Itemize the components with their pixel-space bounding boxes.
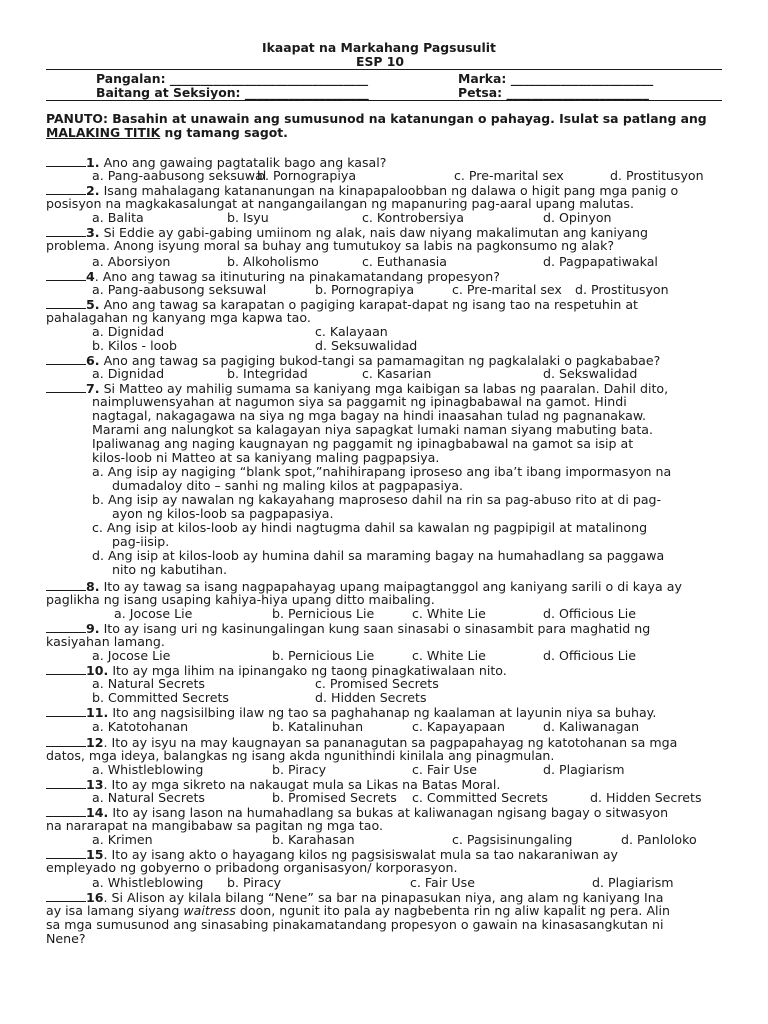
question-6: 6. Ano ang tawag sa pagiging bukod-tangi sa pamamagitan ng pagkalalaki o pagkababae?	[46, 353, 660, 368]
choice-c: c. Ang isip at kilos-loob ay hindi nagtugma dahil sa kawalan ng pagpipigil at matalinong	[92, 520, 648, 535]
choice-c: c. Fair Use	[412, 762, 477, 777]
question-1: 1. Ano ang gawaing pagtatalik bago ang kasal?	[46, 155, 386, 170]
question-7-line-5: Ipaliwanag ang naging kaugnayan ng paggamit ng ipinagbabawal na gamot sa isip at	[92, 436, 634, 451]
question-3-cont: problema. Anong isyung moral sa buhay ang tumutukoy sa labis na pagkonsumo ng alak?	[46, 238, 615, 253]
choice-d-cont: nito ng kabutihan.	[112, 562, 227, 577]
answer-blank[interactable]	[46, 890, 86, 902]
answer-blank[interactable]	[46, 183, 86, 195]
choice-a: a. Ang isip ay nagiging “blank spot,”nahihirapang iproseso ang iba’t ibang impormasyon na	[92, 464, 672, 479]
choice-d: d. Hidden Secrets	[315, 690, 427, 705]
choice-d: d. Sekswalidad	[543, 366, 638, 381]
choice-b: b. Alkoholismo	[227, 254, 319, 269]
choice-a: a. Krimen	[92, 832, 153, 847]
question-14: 14. Ito ay isang lason na humahadlang sa bukas at kaliwanagan ngisang bagay o sitwasyon	[46, 805, 668, 820]
choice-b: b. Piracy	[272, 762, 327, 777]
name-label: Pangalan:	[96, 71, 166, 86]
exam-title: Ikaapat na Markahang Pagsusulit	[262, 40, 496, 55]
choice-c-cont: pag-iisip.	[112, 534, 170, 549]
choice-a: a. Pang-aabusong seksuwal	[92, 282, 267, 297]
choice-d: d. Ang isip at kilos-loob ay humina dahil sa maraming bagay na humahadlang sa paggawa	[92, 548, 665, 563]
choice-d: d. Plagiarism	[543, 762, 625, 777]
instructions-emphasis: MALAKING TITIK	[46, 125, 161, 140]
question-5: 5. Ano ang tawag sa karapatan o pagiging karapat-dapat ng isang tao na respetuhin at	[46, 297, 638, 312]
exam-subject: ESP 10	[356, 54, 405, 69]
header-rule	[46, 69, 722, 70]
choice-c: c. White Lie	[412, 606, 486, 621]
choice-c: c. Promised Secrets	[315, 676, 439, 691]
answer-blank[interactable]	[46, 297, 86, 309]
question-9: 9. Ito ay isang uri ng kasinungalingan kung saan sinasabi o sinasambit para maghatid ng	[46, 621, 650, 636]
choice-a: a. Jocose Lie	[114, 606, 193, 621]
instructions-line-2: MALAKING TITIK ng tamang sagot.	[46, 125, 288, 140]
answer-blank[interactable]	[46, 155, 86, 167]
question-10: 10. Ito ay mga lihim na ipinangako ng taong pinagkatiwalaan nito.	[46, 663, 507, 678]
question-12-cont: datos, mga ideya, balangkas ng isang akda ngunithindi kinilala ang pinagmulan.	[46, 748, 555, 763]
section-line[interactable]: ____________________	[244, 85, 369, 100]
choice-c: c. Pre-marital sex	[452, 282, 562, 297]
choice-a: a. Dignidad	[92, 366, 165, 381]
choice-c: c. Euthanasia	[362, 254, 447, 269]
choice-a: a. Pang-aabusong seksuwal	[92, 168, 267, 183]
question-16: 16. Si Alison ay kilala bilang “Nene” sa bar na pinapasukan niya, ang alam ng kaniyang Ina	[46, 890, 663, 905]
choice-d: d. Seksuwalidad	[315, 338, 418, 353]
date-line[interactable]: _______________________	[506, 85, 649, 100]
choice-b: b. Pernicious Lie	[272, 606, 375, 621]
choice-a: a. Jocose Lie	[92, 648, 171, 663]
question-3: 3. Si Eddie ay gabi-gabing umiinom ng alak, nais daw niyang makalimutan ang kaniyang	[46, 225, 648, 240]
answer-blank[interactable]	[46, 621, 86, 633]
choice-d: d. Opinyon	[543, 210, 612, 225]
question-2-cont: posisyon na magkakasalungat at nangangailangan ng mapanuring pag-aaral upang malutas.	[46, 196, 634, 211]
choice-c: c. Fair Use	[410, 875, 475, 890]
choice-a: a. Balita	[92, 210, 144, 225]
question-7-line-2: naimpluwensyahan at nagumon siya sa paggamit ng ipinagbabawal na gamot. Hindi	[92, 394, 627, 409]
choice-b-cont: ayon ng kilos-loob sa pagpapasiya.	[112, 506, 334, 521]
choice-b: b. Karahasan	[272, 832, 355, 847]
answer-blank[interactable]	[46, 579, 86, 591]
choice-a: a. Whistleblowing	[92, 875, 204, 890]
choice-b: b. Promised Secrets	[272, 790, 397, 805]
choice-c: c. Kontrobersiya	[362, 210, 464, 225]
answer-blank[interactable]	[46, 805, 86, 817]
answer-blank[interactable]	[46, 381, 86, 393]
answer-blank[interactable]	[46, 225, 86, 237]
header-rule-bottom	[46, 100, 722, 101]
answer-blank[interactable]	[46, 777, 86, 789]
question-15: 15. Ito ay isang akto o hayagang kilos ng pagsisiswalat mula sa tao nakaraniwan ay	[46, 847, 618, 862]
choice-b: b. Pornograpiya	[257, 168, 357, 183]
choice-a: a. Aborsiyon	[92, 254, 171, 269]
choice-d: d. Panloloko	[621, 832, 697, 847]
choice-d: d. Kaliwanagan	[543, 719, 640, 734]
answer-blank[interactable]	[46, 735, 86, 747]
choice-b: b. Kilos - loob	[92, 338, 177, 353]
question-13: 13. Ito ay mga sikreto na nakaugat mula sa Likas na Batas Moral.	[46, 777, 500, 792]
choice-d: d. Officious Lie	[543, 606, 637, 621]
question-5-cont: pahalagahan ng kanyang mga kapwa tao.	[46, 310, 311, 325]
section-field[interactable]	[96, 86, 369, 100]
question-12: 12. Ito ay isyu na may kaugnayan sa pananagutan sa pagpapahayag ng katotohanan sa mga	[46, 735, 677, 750]
choice-b: b. Piracy	[227, 875, 282, 890]
choice-b: b. Isyu	[227, 210, 269, 225]
name-line[interactable]: ________________________________	[169, 71, 369, 86]
question-14-cont: na nararapat na mangibabaw sa pagitan ng mga tao.	[46, 818, 383, 833]
choice-d: d. Prostitusyon	[575, 282, 669, 297]
question-7-line-3: nagtagal, nakagagawa na siya ng mga bagay na hindi inaasahan tulad ng pagnanakaw.	[92, 408, 646, 423]
question-9-cont: kasiyahan lamang.	[46, 634, 165, 649]
choice-b: b. Pernicious Lie	[272, 648, 375, 663]
question-16-line-2: ay isa lamang siyang waitress doon, ngunit ito pala ay nagbebenta rin ng aliw kapalit ng pera. Alin	[46, 903, 671, 918]
choice-d: d. Hidden Secrets	[590, 790, 702, 805]
question-7-line-6: kilos-loob ni Matteo at sa kaniyang maling pagpapsiya.	[92, 450, 440, 465]
answer-blank[interactable]	[46, 847, 86, 859]
answer-blank[interactable]	[46, 353, 86, 365]
choice-d: d. Prostitusyon	[610, 168, 704, 183]
choice-c: c. Pagsisinungaling	[452, 832, 573, 847]
score-line[interactable]: _______________________	[510, 71, 654, 86]
score-label: Marka:	[458, 71, 507, 86]
question-8: 8. Ito ay tawag sa isang nagpapahayag upang maipagtanggol ang kaniyang sarili o di kaya ay	[46, 579, 682, 594]
choice-c: c. Kapayapaan	[412, 719, 505, 734]
question-7: 7. Si Matteo ay mahilig sumama sa kaniyang mga kaibigan sa labas ng paaralan. Dahil dito,	[46, 381, 668, 396]
choice-a: a. Natural Secrets	[92, 676, 205, 691]
choice-b: b. Integridad	[227, 366, 308, 381]
question-16-line-4: Nene?	[46, 931, 86, 946]
question-16-line-3: sa mga sumusunod ang sinasabing pinakamatandang propesyon o gawain na kinasasangkutan ni	[46, 917, 664, 932]
answer-blank[interactable]	[46, 269, 86, 281]
choice-c: c. Committed Secrets	[412, 790, 548, 805]
question-2: 2. Isang mahalagang katananungan na kinapapaloobban ng dalawa o higit pang mga panig o	[46, 183, 678, 198]
choice-a: a. Dignidad	[92, 324, 165, 339]
question-4: 4. Ano ang tawag sa itinuturing na pinakamatandang propesyon?	[46, 269, 500, 284]
section-label: Baitang at Seksiyon:	[96, 85, 241, 100]
choice-c: c. Kasarian	[362, 366, 432, 381]
name-field[interactable]	[96, 72, 368, 86]
choice-c: c. Pre-marital sex	[454, 168, 564, 183]
choice-d: d. Pagpapatiwakal	[543, 254, 658, 269]
choice-c: c. White Lie	[412, 648, 486, 663]
score-field[interactable]	[458, 72, 653, 86]
choice-a: a. Katotohanan	[92, 719, 189, 734]
choice-a: a. Natural Secrets	[92, 790, 205, 805]
choice-d: d. Officious Lie	[543, 648, 637, 663]
choice-c: c. Kalayaan	[315, 324, 388, 339]
question-7-line-4: Marami ang nalungkot sa kalagayan niya sapagkat lumaki naman siyang mabuting bata.	[92, 422, 653, 437]
instructions-line-1: PANUTO: Basahin at unawain ang sumusunod na katanungan o pahayag. Isulat sa patlang ang	[46, 111, 707, 126]
date-label: Petsa:	[458, 85, 503, 100]
choice-a-cont: dumadaloy dito – sanhi ng maling kilos at pagpapasiya.	[112, 478, 464, 493]
answer-blank[interactable]	[46, 705, 86, 717]
choice-b: b. Katalinuhan	[272, 719, 364, 734]
choice-b: b. Pornograpiya	[315, 282, 415, 297]
choice-d: d. Plagiarism	[592, 875, 674, 890]
date-field[interactable]	[458, 86, 649, 100]
choice-b: b. Ang isip ay nawalan ng kakayahang maproseso dahil na rin sa pag-abuso rito at di pag-	[92, 492, 662, 507]
choice-b: b. Committed Secrets	[92, 690, 229, 705]
question-15-cont: empleyado ng gobyerno o pribadong organisasyon/ korporasyon.	[46, 860, 458, 875]
question-8-cont: paglikha ng isang usaping kahiya-hiya upang ditto maibaling.	[46, 592, 435, 607]
choice-a: a. Whistleblowing	[92, 762, 204, 777]
answer-blank[interactable]	[46, 663, 86, 675]
question-11: 11. Ito ang nagsisilbing ilaw ng tao sa paghahanap ng kaalaman at layunin niya sa buhay.	[46, 705, 656, 720]
